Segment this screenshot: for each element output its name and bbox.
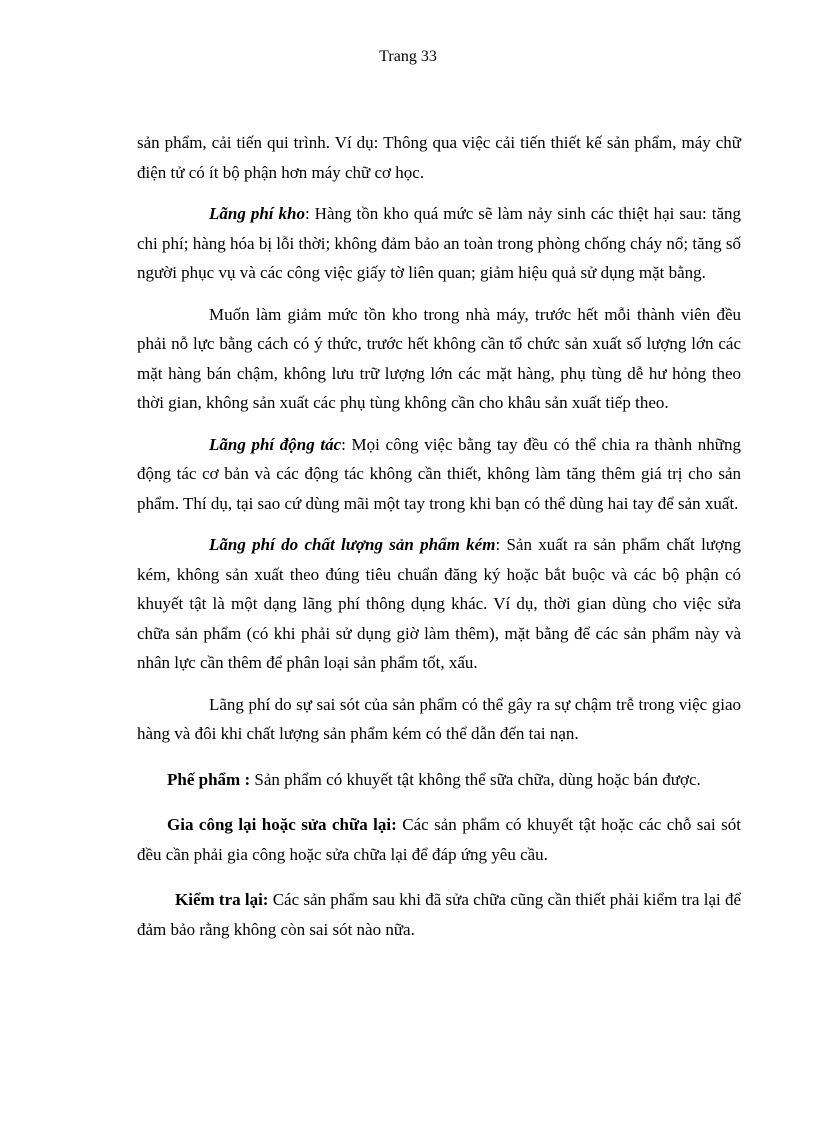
term-motion-waste: Lãng phí động tác <box>209 434 342 454</box>
paragraph-7 <box>137 765 741 795</box>
paragraph-9 <box>137 885 741 944</box>
paragraph-3 <box>137 300 741 418</box>
paragraph-6-text: Lãng phí do sự sai sót của sản phẩm có thể gây ra sự chậm trễ trong việc giao hàng và đôi khi chất lượng sản phẩm kém có thể dẫn đến tai nạn. <box>137 694 741 743</box>
paragraph-2-text: : Hàng tồn kho quá mức sẽ làm nảy sinh các thiệt hại sau: tăng chi phí; hàng hóa bị lỗi thời; không đảm bảo an toàn trong phòng chống cháy nổ; tăng số người phục vụ và các công việc giấy tờ liên quan; giảm hiệu quả sử dụng mặt bằng. <box>137 204 741 282</box>
paragraph-8 <box>137 810 741 869</box>
document-body <box>137 128 741 956</box>
paragraph-5 <box>137 530 741 678</box>
term-scrap: Phế phẩm : <box>167 769 251 789</box>
paragraph-9-text: Các sản phẩm sau khi đã sửa chữa cũng cần thiết phải kiểm tra lại để đảm bảo rằng không còn sai sót nào nữa. <box>137 890 742 939</box>
paragraph-1-text: sản phẩm, cải tiến qui trình. Ví dụ: Thông qua việc cải tiến thiết kế sản phẩm, máy chữ điện tử có ít bộ phận hơn máy chữ cơ học. <box>137 133 741 182</box>
paragraph-2 <box>137 199 741 288</box>
term-reinspection: Kiểm tra lại: <box>175 890 269 909</box>
paragraph-3-text: Muốn làm giảm mức tồn kho trong nhà máy, trước hết mỗi thành viên đều phải nỗ lực bằng cách có ý thức, trước hết không cần tổ chức sản xuất số lượng lớn các mặt hàng bán chậm, không lưu trữ lượng lớn các mặt hàng, phụ tùng dễ hư hỏng theo thời gian, không sản xuất các phụ tùng không cần cho khâu sản xuất tiếp theo. <box>137 304 741 412</box>
term-rework: Gia công lại hoặc sửa chữa lại: <box>167 815 397 834</box>
term-warehouse-waste: Lãng phí kho <box>209 204 305 223</box>
paragraph-8-text: Các sản phẩm có khuyết tật hoặc các chỗ sai sót đều cần phải gia công hoặc sửa chữa lại để đáp ứng yêu cầu. <box>137 815 741 864</box>
page-number-header: Trang 33 <box>379 48 437 65</box>
paragraph-5-text: : Sản xuất ra sản phẩm chất lượng kém, không sản xuất theo đúng tiêu chuẩn đăng ký hoặc bắt buộc và các bộ phận có khuyết tật là một dạng lãng phí thông dụng khác. Ví dụ, thời gian dùng cho việc sửa chữa sản phẩm (có khi phải sử dụng giờ làm thêm), mặt bằng để các sản phẩm này và nhân lực cần thêm để phân loại sản phẩm tốt, xấu. <box>137 535 741 672</box>
term-quality-waste: Lãng phí do chất lượng sản phẩm kém <box>209 535 496 554</box>
paragraph-7-text: Sản phẩm có khuyết tật không thể sữa chữa, dùng hoặc bán được. <box>250 769 701 789</box>
paragraph-4 <box>137 430 741 519</box>
paragraph-4-text: : Mọi công việc bằng tay đều có thể chia ra thành những động tác cơ bản và các động tác không cần thiết, không làm tăng thêm giá trị cho sản phẩm. Thí dụ, tại sao cứ dùng mãi một tay trong khi bạn có thể dùng hai tay để sản xuất. <box>137 434 741 513</box>
paragraph-6 <box>137 690 741 749</box>
paragraph-1 <box>137 128 741 187</box>
